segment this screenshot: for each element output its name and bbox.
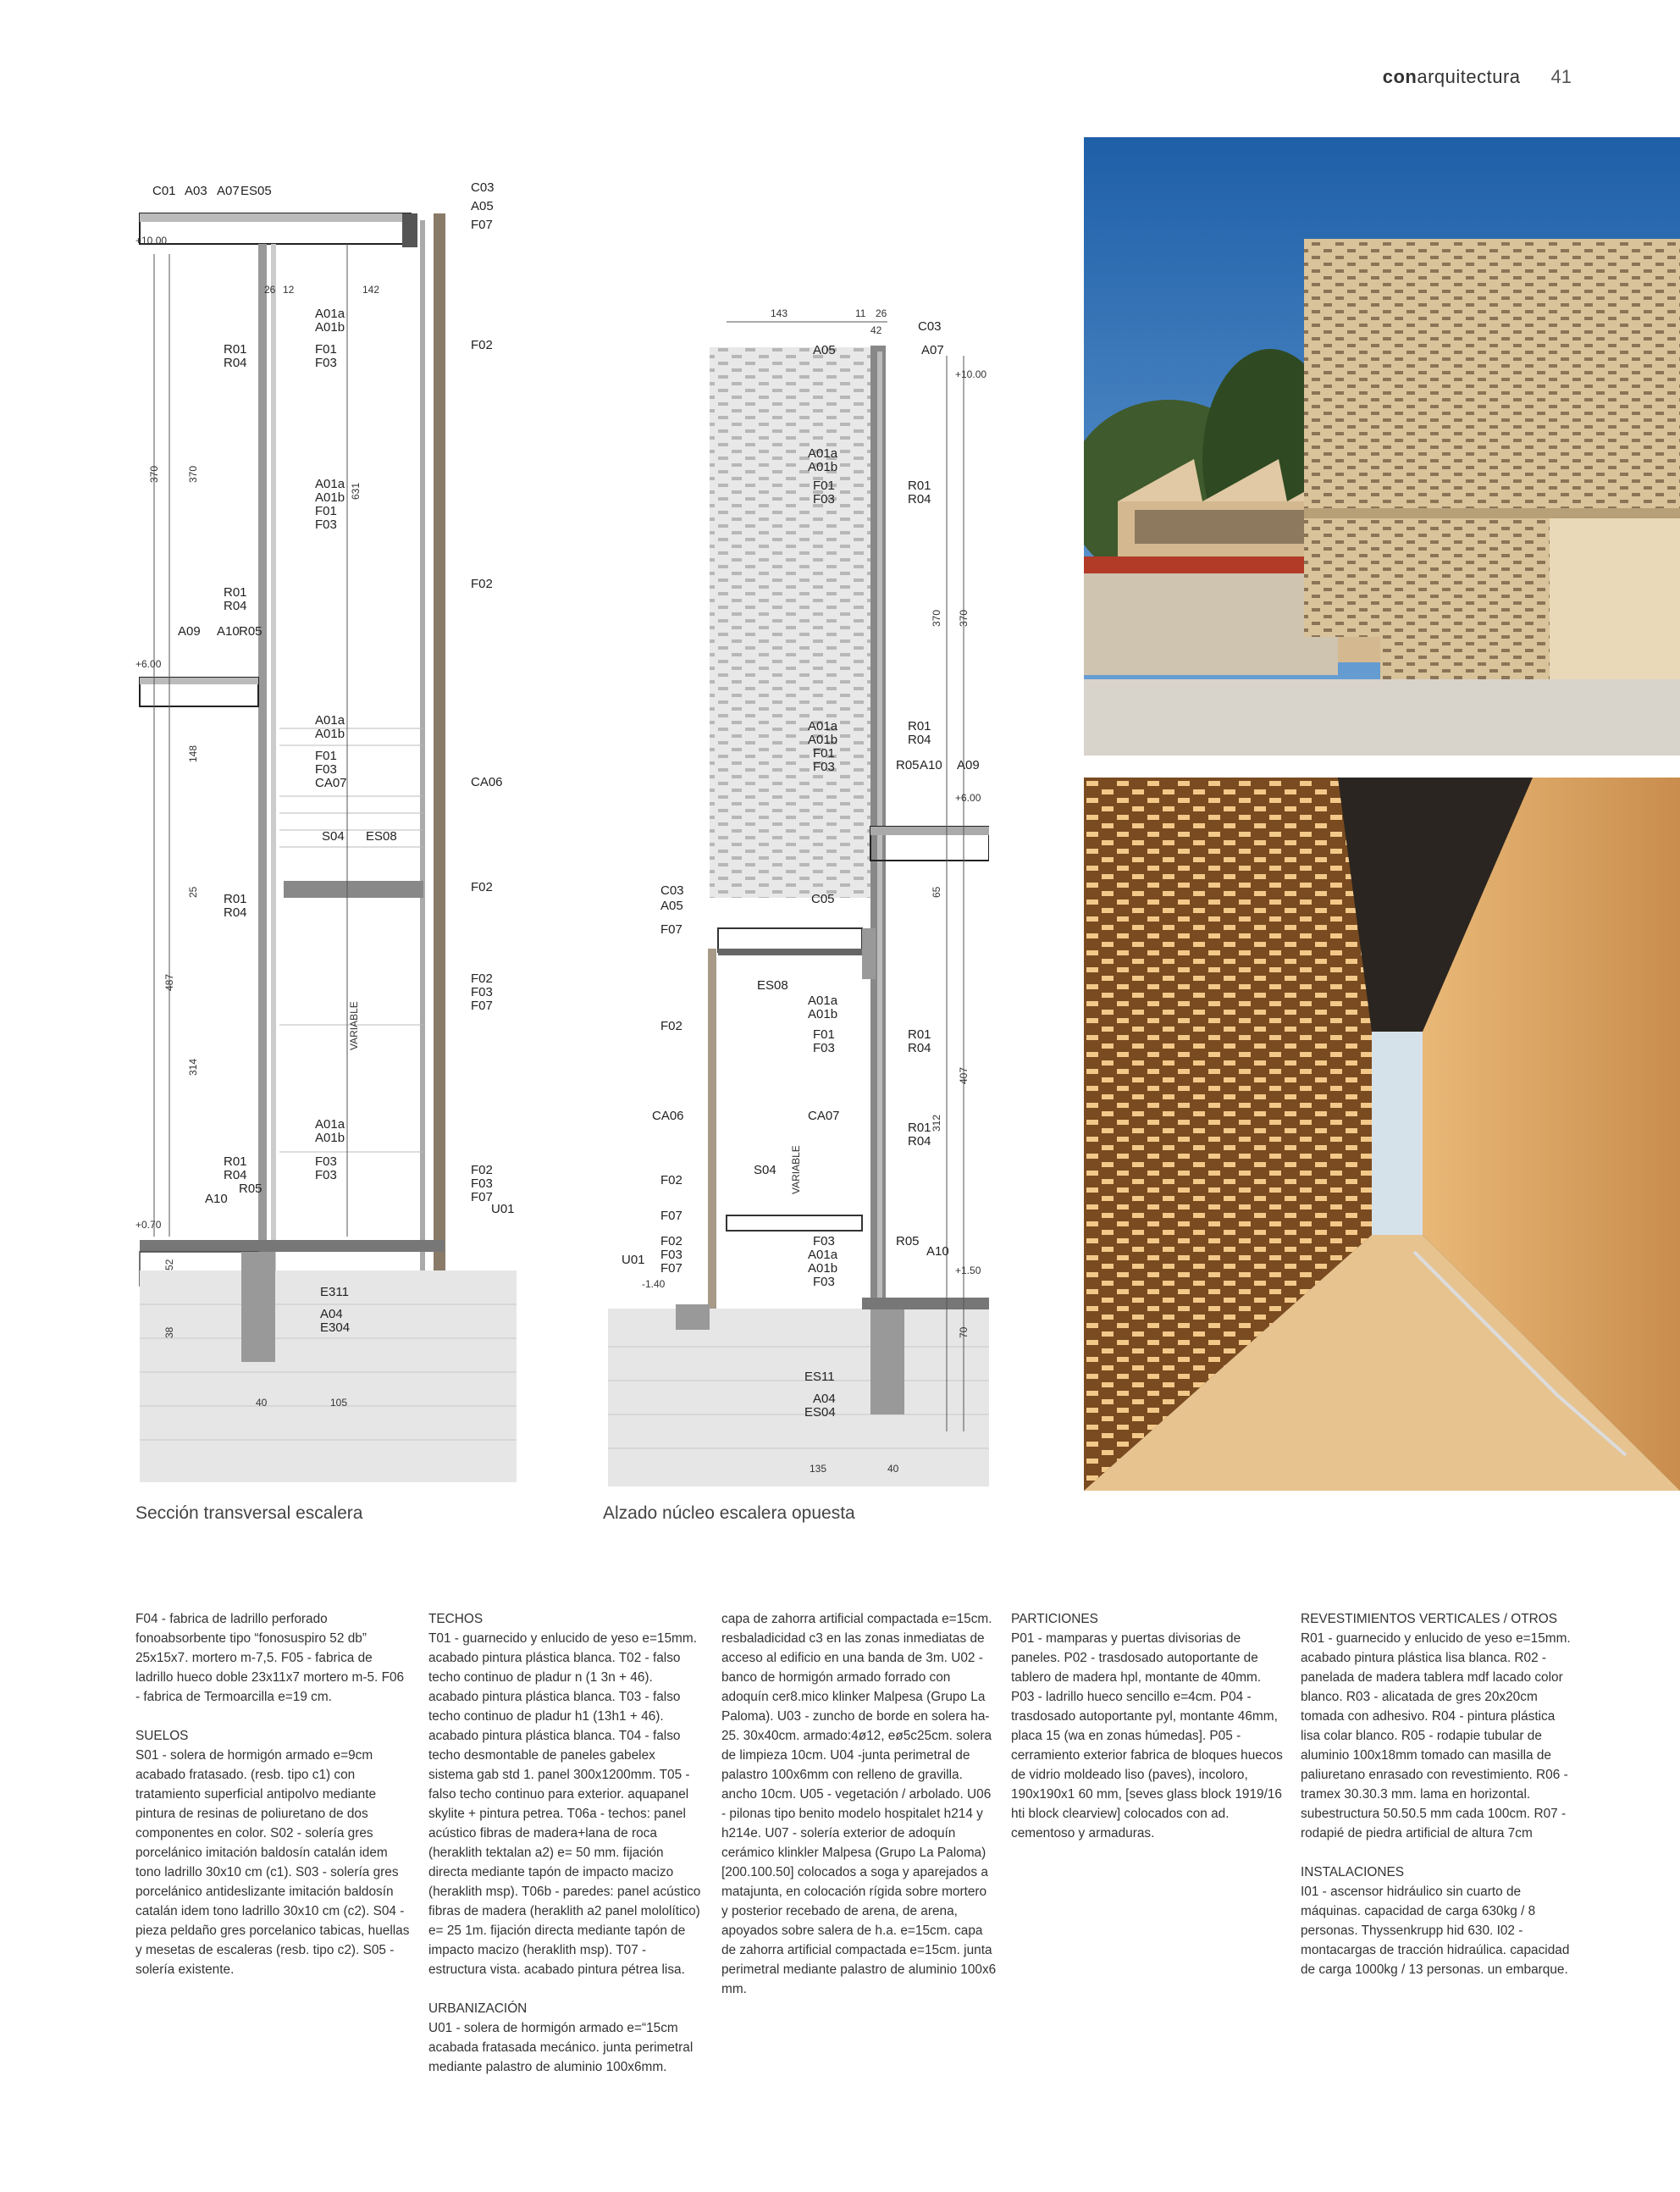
dim-38: 38 — [163, 1326, 175, 1338]
label-f03-6: F03 — [813, 1275, 835, 1289]
dim-370b: 370 — [187, 465, 199, 483]
col5-text-2: I01 - ascensor hidráulico sin cuarto de máquinas. capacidad de carga 630kg / 8 personas. Thyssenkrupp hid 630. I02 - montacargas de tracción hidraúlica. capacidad de carga 1000kg / 13 personas. un embarque. — [1301, 1885, 1570, 1977]
label-f02-2: F02 — [660, 1173, 682, 1187]
label-a01b-1: A01b — [808, 460, 838, 474]
caption-section: Sección transversal escalera — [135, 1503, 363, 1523]
label-a10-1: A10 — [920, 758, 942, 772]
dim-142: 142 — [362, 284, 380, 296]
label-f07b: F07 — [471, 999, 493, 1013]
exterior-photo — [1084, 137, 1680, 756]
label-es04: ES04 — [804, 1405, 836, 1420]
label-es08: ES08 — [757, 978, 788, 993]
heading-urbanizacion: URBANIZACIÓN — [428, 2001, 528, 2016]
label-ca07: CA07 — [315, 776, 347, 790]
dim-370a: 370 — [148, 465, 160, 483]
label-a07: A07 — [217, 184, 240, 198]
dim-40: 40 — [887, 1463, 899, 1475]
label-ca06: CA06 — [652, 1109, 684, 1123]
label-r05-2: R05 — [239, 1182, 262, 1196]
label-a10-2: A10 — [205, 1192, 228, 1206]
label-a04: A04 — [320, 1307, 343, 1321]
dim-143: 143 — [771, 307, 788, 319]
column-2 — [428, 1609, 704, 2077]
column-5 — [1301, 1609, 1576, 1979]
label-s04: S04 — [754, 1163, 776, 1177]
heading-instalaciones: INSTALACIONES — [1301, 1865, 1405, 1879]
level-10: +10.00 — [955, 368, 987, 380]
label-a01a-4: A01a — [315, 1117, 345, 1132]
label-a01a-2: A01a — [808, 719, 838, 733]
label-f07: F07 — [471, 218, 493, 232]
label-r01-2: R01 — [224, 585, 247, 600]
label-f03-5: F03 — [315, 1168, 337, 1182]
label-f02c: F02 — [471, 880, 493, 894]
label-r01-1: R01 — [908, 479, 931, 493]
label-r04-4: R04 — [908, 1134, 931, 1149]
dim-65: 65 — [931, 886, 942, 898]
dim-487: 487 — [163, 973, 175, 991]
label-r04-1: R04 — [908, 492, 931, 506]
label-u01: U01 — [622, 1253, 645, 1267]
label-f03-3: F03 — [813, 1041, 835, 1055]
col2-text-1: T01 - guarnecido y enlucido de yeso e=15mm. acabado pintura plástica blanca. T02 - falso techo continuo de pladur n (1 3n + 46). acabado pintura plástica blanca. T03 - falso techo continuo de pladur h1 (13h1 + 46). acabado pintura plástica blanca. T04 - falso techo desmontable de paneles gabelex sistema gab std 1. panel 300x1200mm. T05 - falso techo continuo para exterior. aquapanel skylite + pintura petrea. T06a - techos: panel acústico fibras de madera+lana de roca (heraklith tektalan a2) e= 50 mm. fijación directa mediante tapón de impacto macizo (heraklith msp). T06b - paredes: panel acústico fibras de madera (heraklith a2 panel mololítico) e= 25 1m. fijación directa mediante tapón de impacto macizo (heraklith msp). T07 - estructura vista. acabado pintura pétrea lisa. — [428, 1631, 701, 1977]
label-a10-2: A10 — [926, 1244, 949, 1259]
label-f07-2: F07 — [660, 1209, 682, 1223]
dim-631: 631 — [350, 482, 362, 500]
label-a09: A09 — [178, 624, 201, 639]
dim-135: 135 — [810, 1463, 827, 1475]
corridor-photo — [1084, 778, 1680, 1491]
section-drawing — [135, 136, 517, 1486]
dim-148: 148 — [187, 745, 199, 762]
label-a05-2: A05 — [660, 899, 683, 913]
col3-text-1: capa de zahorra artificial compactada e=15cm. resbaladicidad c3 en las zonas inmediatas de acceso al edificio en una banda de 3m. U02 - banco de hormigón armado forrado con adoquín cer8.mico klinker Malpesa (Grupo La Paloma). U03 - zuncho de borde en solera ha-25. 30x40cm. armado:4ø12, eø5c25cm. solera de limpieza 10cm. U04 -junta perimetral de palastro 100x6mm con relleno de gravilla. ancho 10cm. U05 - vegetación / arbolado. U06 - pilonas tipo benito modelo hospitalet h214 y h214e. U07 - solería exterior de adoquín cerámico klinkler Malpesa (Grupo La Paloma) [200.100.50] colocados a soga y aparejados a matajunta, en colocación rígida sobre mortero y posterior recebado de arena, de arena, apoyados sobre salera de h.a. e=15cm. capa de zahorra artificial compactada e=15cm. junta perimetral mediante palastro de aluminio 100x6 mm. — [721, 1612, 997, 1996]
label-f07-1: F07 — [660, 922, 682, 937]
label-r01-4: R01 — [908, 1121, 931, 1135]
dim-25: 25 — [187, 886, 199, 898]
label-a01b: A01b — [315, 320, 345, 335]
dim-105: 105 — [330, 1397, 348, 1409]
page-header — [1383, 66, 1572, 88]
col2-text-2: U01 - solera de hormigón armado e=“15cm acabada fratasada mecánico. junta perimetral mediante palastro de aluminio 100x6mm. — [428, 2021, 694, 2074]
label-r01-4: R01 — [224, 1154, 247, 1169]
label-f03-3: F03 — [315, 762, 337, 777]
label-c03: C03 — [471, 180, 495, 195]
dim-370b: 370 — [958, 609, 970, 627]
label-f02-1: F02 — [660, 1019, 682, 1033]
label-ca06: CA06 — [471, 775, 503, 789]
label-es05: ES05 — [240, 184, 272, 198]
column-1 — [135, 1609, 411, 1979]
heading-revestimientos: REVESTIMIENTOS VERTICALES / OTROS — [1301, 1612, 1558, 1626]
heading-suelos: SUELOS — [135, 1729, 189, 1743]
label-a01a-1: A01a — [808, 446, 838, 461]
label-a09: A09 — [957, 758, 980, 772]
label-f01-3: F01 — [813, 1027, 835, 1042]
label-a01b-2: A01b — [808, 733, 838, 747]
label-f07c: F07 — [471, 1190, 493, 1204]
label-r05: R05 — [239, 624, 262, 639]
label-f03-4: F03 — [315, 1154, 337, 1169]
heading-techos: TECHOS — [428, 1612, 484, 1626]
label-f02b: F02 — [471, 577, 493, 591]
col1-text-2: S01 - solera de hormigón armado e=9cm acabado fratasado. (resb. tipo c1) con tratamiento superficial antipolvo mediante pintura de resinas de poliuretano de dos componentes en color. S02 - solería gres porcelánico imitación baldosín catalán idem tono ladrillo 30x10 cm (c1). S03 - solería gres porcelánico antideslizante imitación baldosín catalán idem tono ladrillo 30x10 cm (c2). S04 - pieza peldaño gres porcelanico tabicas, huellas y mesetas de escaleras (resb. tipo c2). S05 - solería existente. — [135, 1748, 410, 1977]
label-a01a-3: A01a — [808, 994, 838, 1008]
label-e311: E311 — [320, 1285, 349, 1299]
col1-text-1: F04 - fabrica de ladrillo perforado fonoabsorbente tipo “fonosuspiro 52 db” 25x15x7. mortero m-7,5. F05 - fabrica de ladrillo hueco doble 23x11x7 mortero m-5. F06 - fabrica de Termoarcilla e=19 cm. — [135, 1612, 405, 1704]
dim-314: 314 — [187, 1058, 199, 1076]
label-s04: S04 — [322, 829, 345, 844]
label-f03b: F03 — [471, 1176, 493, 1191]
label-f02: F02 — [471, 338, 493, 352]
label-r01-3: R01 — [224, 892, 247, 906]
label-a05: A05 — [813, 343, 836, 357]
heading-particiones: PARTICIONES — [1011, 1612, 1098, 1626]
label-es08: ES08 — [366, 829, 397, 844]
label-f03-2: F03 — [813, 760, 835, 774]
label-r01-3: R01 — [908, 1027, 931, 1042]
dim-42: 42 — [870, 324, 882, 336]
elevation-drawing — [608, 305, 989, 1486]
dim-52: 52 — [163, 1259, 175, 1270]
label-es11: ES11 — [804, 1370, 835, 1384]
label-f01: F01 — [315, 342, 337, 357]
label-f03-4: F03 — [660, 1248, 682, 1262]
col5-text-1: R01 - guarnecido y enlucido de yeso e=15mm. acabado pintura plástica lisa blanca. R02 - panelada de madera tablera mdf lacado color blanco. R03 - alicatada de gres 20x20cm tomada con adhesivo. R04 - pintura plástica lisa colar blanco. R05 - rodapie tubular de aluminio 100x18mm tomado can masilla de paliuretano enrasado con revestimiento. R06 - tramex 30.30.3 mm. lama en horizontal. subestructura 50.50.5 mm cada 100cm. R07 - rodapié de piedra artificial de altura 7cm — [1301, 1631, 1571, 1841]
label-f01-2: F01 — [315, 504, 337, 518]
dim-11: 11 — [855, 307, 866, 319]
dim-12: 12 — [283, 284, 295, 296]
dim-26: 26 — [264, 284, 276, 296]
dim-26: 26 — [876, 307, 887, 319]
label-r04-4: R04 — [224, 1168, 247, 1182]
label-f03-1: F03 — [315, 356, 337, 370]
label-a01a-2: A01a — [315, 477, 345, 491]
dim-variable: VARIABLE — [790, 1145, 802, 1194]
dim-40: 40 — [256, 1397, 268, 1409]
label-a01a-3: A01a — [315, 713, 345, 728]
label-a01b-2: A01b — [315, 490, 345, 505]
dim-407: 407 — [958, 1066, 970, 1084]
label-a01b-3: A01b — [808, 1007, 838, 1021]
dim-370a: 370 — [931, 609, 942, 627]
caption-elevation: Alzado núcleo escalera opuesta — [603, 1503, 855, 1523]
level-150: +1.50 — [955, 1265, 981, 1276]
label-f07-3: F07 — [660, 1261, 682, 1276]
col4-text-1: P01 - mamparas y puertas divisorias de paneles. P02 - trasdosado autoportante de tablero de madera hpl, montante de 40mm. P03 - ladrillo hueco sencillo e=4cm. P04 - trasdosado autoportante pyl, montante 46mm, placa 15 (wa en zonas húmedas]. P05 - cerramiento exterior fabrica de bloques huecos de vidrio moldeado liso (paves), incoloro, 190x190x1 60 mm, [seves glass block 1919/16 hti block clearview] colocados con ad. cementoso y armaduras. — [1011, 1631, 1283, 1841]
label-c05: C05 — [811, 892, 835, 906]
dim-variable: VARIABLE — [348, 1001, 360, 1050]
level-070: +0.70 — [135, 1219, 162, 1231]
label-r04: R04 — [224, 356, 247, 370]
label-f03-1: F03 — [813, 492, 835, 506]
dim-312: 312 — [931, 1114, 942, 1132]
label-f02e: F02 — [471, 1163, 493, 1177]
label-c01: C01 — [152, 184, 176, 198]
level-10: +10.00 — [135, 235, 168, 246]
specification-columns — [135, 1609, 1575, 2151]
label-f03: F03 — [471, 985, 493, 999]
label-r05-1: R05 — [896, 758, 920, 772]
label-r05-2: R05 — [896, 1234, 920, 1248]
label-f03-2: F03 — [315, 518, 337, 532]
label-c03: C03 — [918, 319, 942, 334]
level-140: -1.40 — [642, 1278, 666, 1290]
level-6: +6.00 — [955, 792, 981, 804]
label-f02d: F02 — [471, 971, 493, 986]
column-4 — [1011, 1609, 1286, 1843]
label-a04: A04 — [813, 1392, 836, 1406]
label-f01-3: F01 — [315, 749, 337, 763]
label-f03-5: F03 — [813, 1234, 835, 1248]
label-r01-2: R01 — [908, 719, 931, 733]
label-a10: A10 — [217, 624, 240, 639]
label-r01: R01 — [224, 342, 247, 357]
magazine-logo: conarquitectura — [1382, 66, 1521, 87]
label-f02-3: F02 — [660, 1234, 682, 1248]
page-number: 41 — [1550, 66, 1572, 87]
label-a01a-4: A01a — [808, 1248, 838, 1262]
label-a07: A07 — [921, 343, 944, 357]
label-r04-2: R04 — [908, 733, 931, 747]
level-6: +6.00 — [135, 658, 162, 670]
dim-70: 70 — [958, 1326, 970, 1338]
label-a01b-4: A01b — [808, 1261, 838, 1276]
label-ca07: CA07 — [808, 1109, 840, 1123]
label-a01b-4: A01b — [315, 1131, 345, 1145]
label-f01-1: F01 — [813, 479, 835, 493]
label-a05: A05 — [471, 199, 494, 213]
label-r04-3: R04 — [224, 905, 247, 920]
label-a01a: A01a — [315, 307, 345, 321]
column-3 — [721, 1609, 997, 1999]
label-u01: U01 — [491, 1202, 515, 1216]
label-r04-2: R04 — [224, 599, 247, 613]
label-r04-3: R04 — [908, 1041, 931, 1055]
label-e304: E304 — [320, 1320, 351, 1335]
label-c03-2: C03 — [660, 883, 684, 898]
label-a03: A03 — [185, 184, 207, 198]
label-f01-2: F01 — [813, 746, 835, 761]
label-a01b-3: A01b — [315, 727, 345, 741]
